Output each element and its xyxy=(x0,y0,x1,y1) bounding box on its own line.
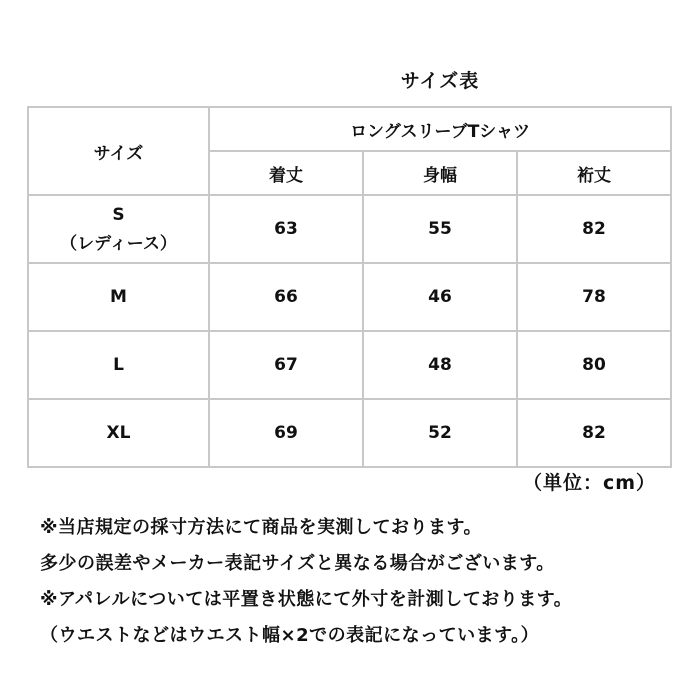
value-cell: 67 xyxy=(209,331,363,399)
value-cell: 69 xyxy=(209,399,363,467)
value-cell: 82 xyxy=(517,195,671,263)
value-cell: 80 xyxy=(517,331,671,399)
value-cell: 52 xyxy=(363,399,517,467)
note-line: ※当店規定の採寸方法にて商品を実測しております。 xyxy=(40,517,483,538)
table-row xyxy=(28,331,671,399)
table-row xyxy=(28,195,671,263)
value-cell: 48 xyxy=(363,331,517,399)
unit-label: （単位：cm） xyxy=(522,472,656,494)
size-cell xyxy=(28,195,209,263)
note-line: ※アパレルについては平置き状態にて外寸を計測しております。 xyxy=(40,589,573,610)
column-header-width: 身幅 xyxy=(363,151,517,195)
table-row xyxy=(28,399,671,467)
value-cell: 46 xyxy=(363,263,517,331)
column-header-length: 着丈 xyxy=(209,151,363,195)
note-line: （ウエストなどはウエスト幅×2での表記になっています。） xyxy=(40,625,540,646)
size-label: XL xyxy=(28,399,209,467)
value-cell: 82 xyxy=(517,399,671,467)
value-cell: 63 xyxy=(209,195,363,263)
table-row xyxy=(28,263,671,331)
size-label: M xyxy=(28,263,209,331)
notes xyxy=(40,510,680,654)
size-header: サイズ xyxy=(28,107,209,195)
column-header-sleeve: 裄丈 xyxy=(517,151,671,195)
size-label: S xyxy=(112,204,125,225)
product-header: ロングスリーブTシャツ xyxy=(209,107,671,151)
value-cell: 55 xyxy=(363,195,517,263)
value-cell: 66 xyxy=(209,263,363,331)
size-sublabel: （レディース） xyxy=(60,233,177,254)
value-cell: 78 xyxy=(517,263,671,331)
size-table xyxy=(27,106,672,468)
page-title: サイズ表 xyxy=(400,70,480,92)
note-line: 多少の誤差やメーカー表記サイズと異なる場合がございます。 xyxy=(40,553,555,574)
size-label: L xyxy=(28,331,209,399)
